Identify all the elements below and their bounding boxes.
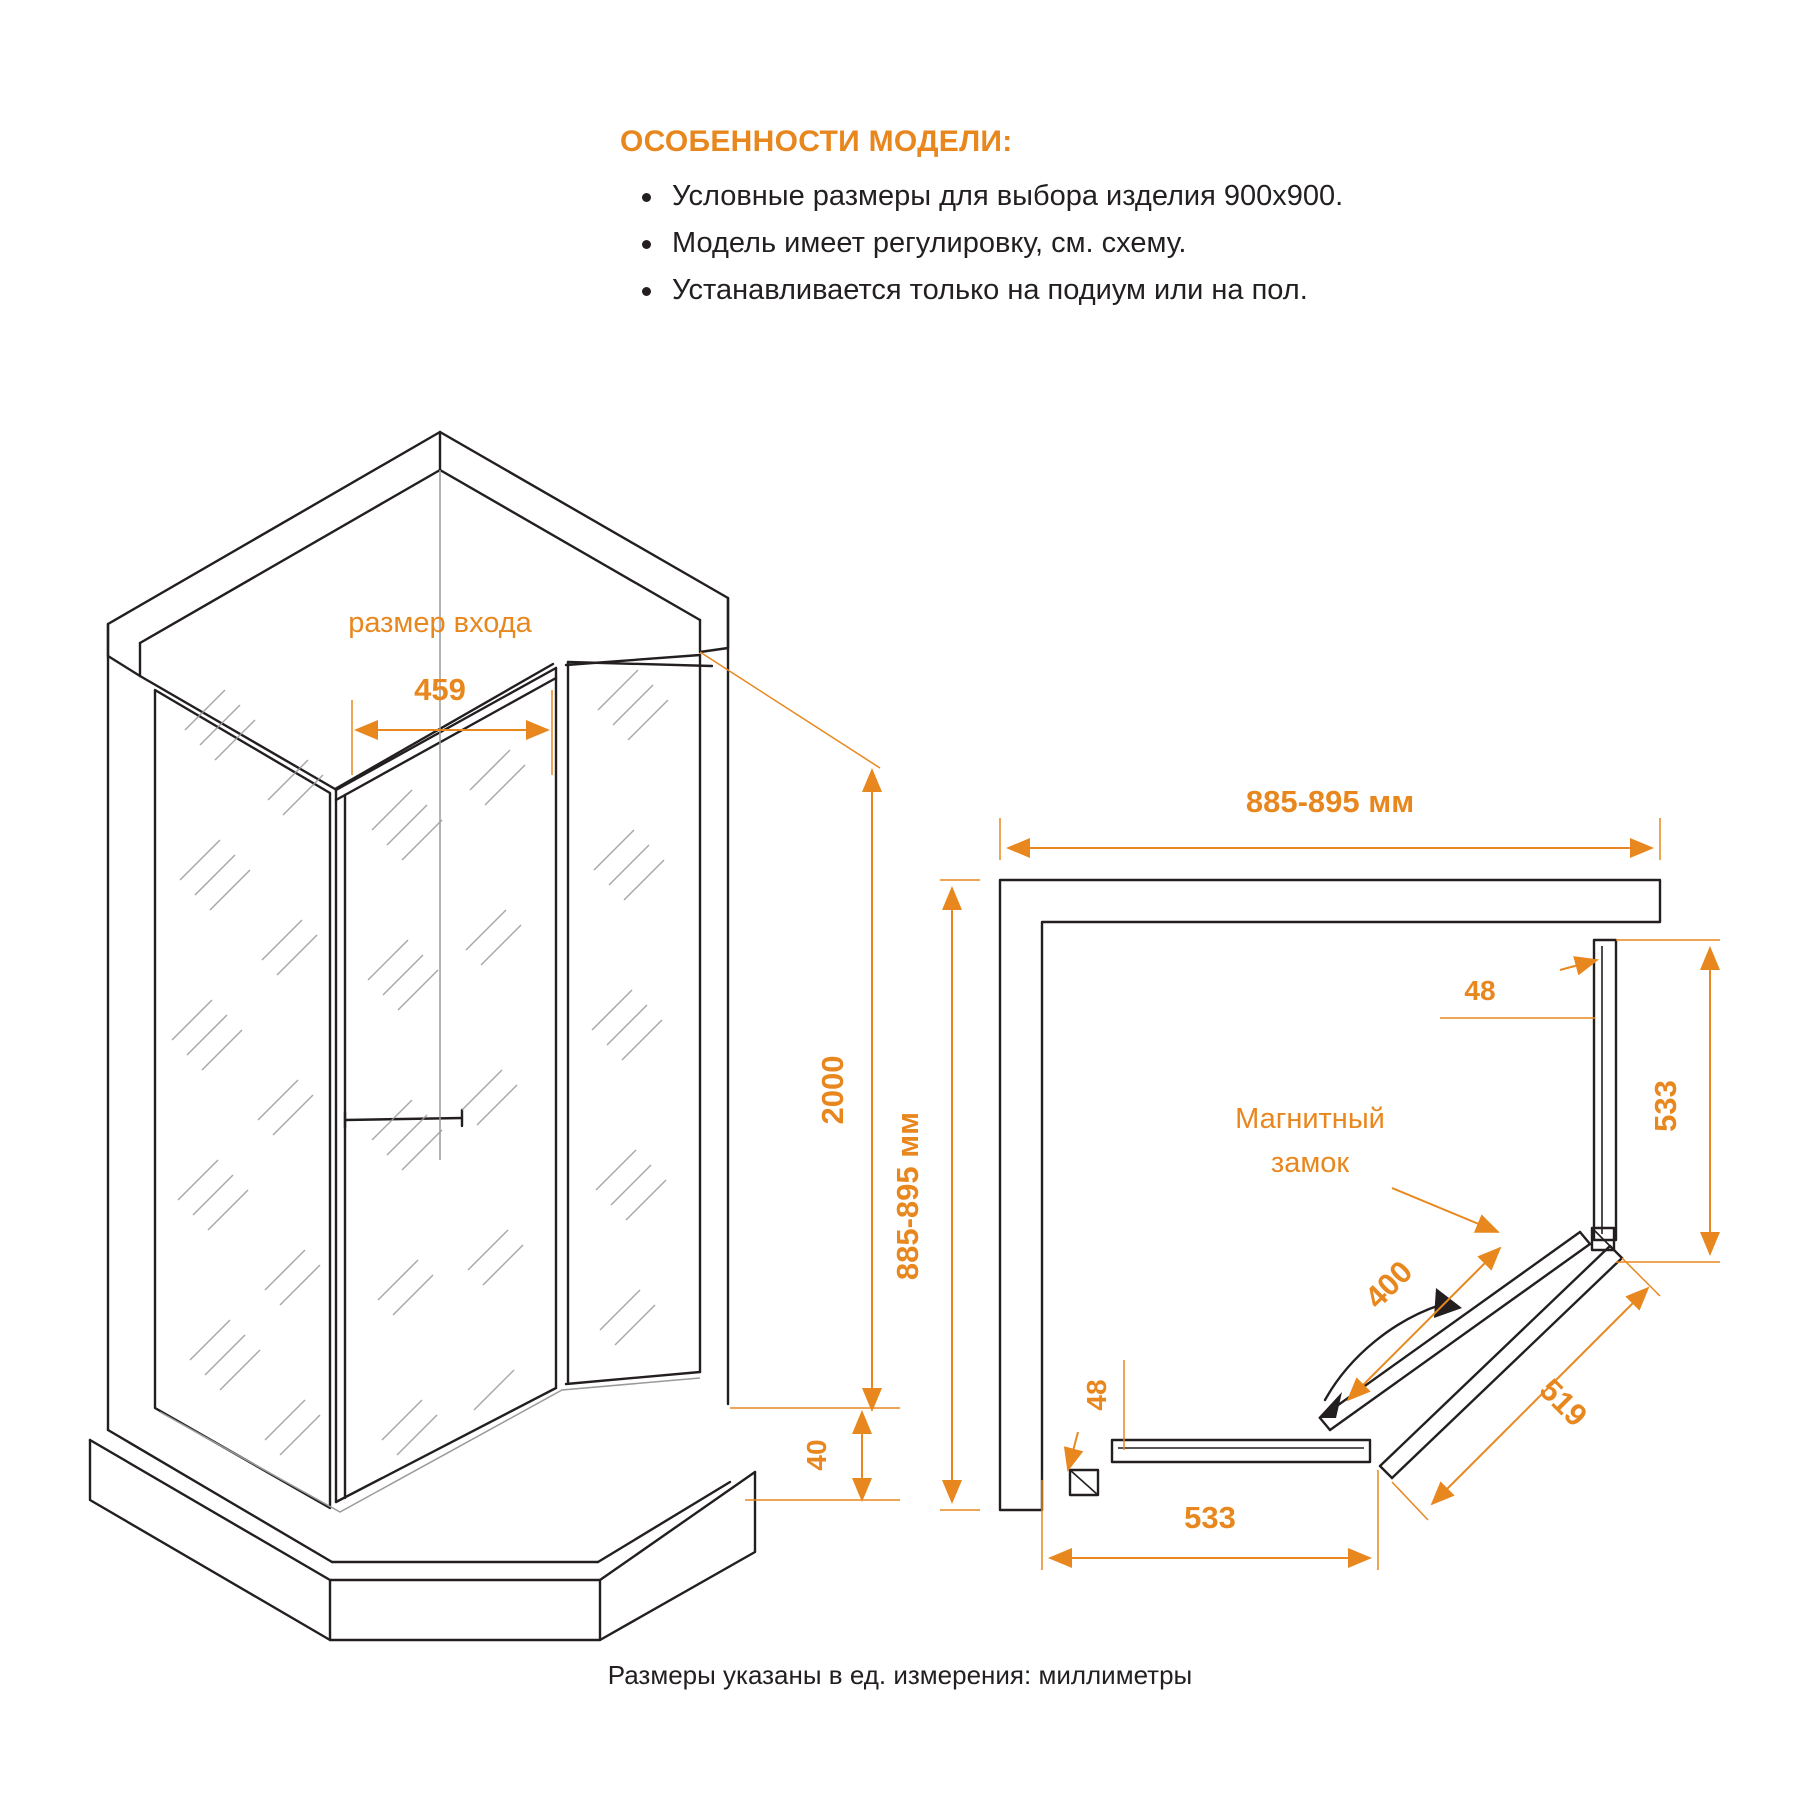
glass-reflections xyxy=(172,670,668,1455)
features-list xyxy=(620,173,1620,314)
entry-label: размер входа xyxy=(348,607,532,639)
base-value: 40 xyxy=(801,1439,832,1471)
door-opening-value: 400 xyxy=(1357,1253,1420,1316)
lock-label-line2: замок xyxy=(1270,1147,1350,1179)
right-depth-value: 533 xyxy=(1648,1080,1683,1132)
features-title: ОСОБЕННОСТИ МОДЕЛИ: xyxy=(620,125,1013,158)
features-block xyxy=(620,125,1620,314)
list-item: Условные размеры для выбора изделия 900х900. xyxy=(620,173,1620,220)
footer-note: Размеры указаны в ед. измерения: миллиметры xyxy=(607,1660,1193,1690)
cabin-plan xyxy=(1000,880,1660,1510)
list-item: Модель имеет регулировку, см. схему. xyxy=(620,220,1620,267)
list-item: Устанавливается только на подиум или на пол. xyxy=(620,267,1620,314)
door-width-value: 519 xyxy=(1532,1371,1595,1434)
entry-value: 459 xyxy=(414,672,466,707)
plan-width-label: 885-895 мм xyxy=(1245,784,1415,819)
dims-plan xyxy=(890,784,1720,1570)
dims-perspective xyxy=(348,607,900,1500)
offset-left-value: 48 xyxy=(1081,1379,1112,1411)
lock-label-line1: Магнитный xyxy=(1235,1103,1385,1135)
bottom-width-value: 533 xyxy=(1184,1500,1236,1535)
offset-top-value: 48 xyxy=(1464,975,1496,1006)
plan-height-label: 885-895 мм xyxy=(890,1111,925,1281)
cabin-perspective xyxy=(90,432,755,1640)
height-value: 2000 xyxy=(815,1055,850,1125)
